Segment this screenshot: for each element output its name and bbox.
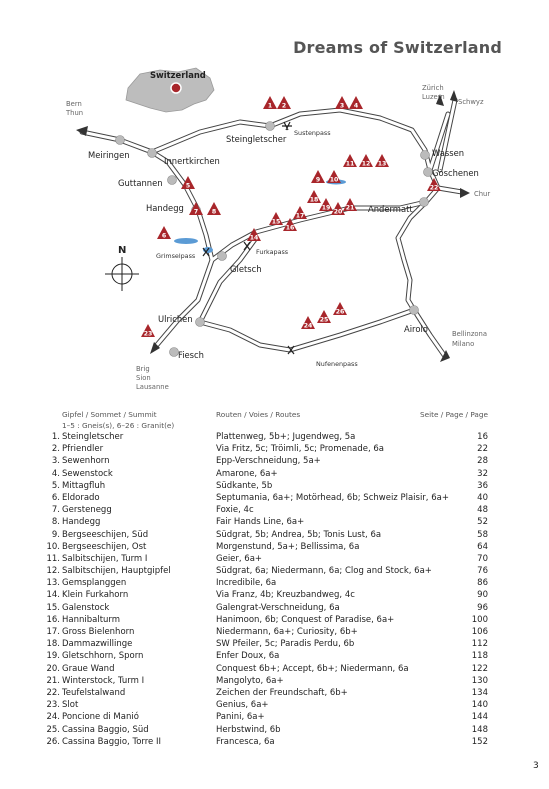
compass-icon [105,245,139,291]
cell-name: Slot [62,700,79,711]
location-dot [171,83,181,93]
cell-name: Sewenhorn [62,456,110,467]
cell-name: Teufelstalwand [62,687,126,698]
summit-marker [335,96,349,110]
cell-num: 8. [51,517,60,528]
cell-page: 86 [477,578,488,589]
cell-num: 23. [46,700,60,711]
summit-markers [141,96,441,338]
cell-page: 144 [471,712,488,723]
marker-number: 21 [345,204,355,212]
marker-number: 16 [285,224,295,232]
cell-name: Mittagfluh [62,480,106,491]
cell-routes: SW Pfeiler, 5c; Paradis Perdu, 6b [216,639,355,650]
cell-num: 21. [46,675,60,686]
cell-num: 19. [46,651,60,662]
cell-num: 13. [46,578,60,589]
cell-num: 18. [46,639,60,650]
label-meiringen: Meiringen [88,150,130,160]
cell-name: Pfriendler [62,444,104,455]
marker-number: 23 [143,330,153,338]
cell-routes: Epp-Verschneidung, 5a+ [216,456,321,467]
marker-number: 17 [295,212,305,220]
cell-page: 28 [477,456,488,467]
cell-page: 16 [477,432,488,442]
cell-name: Sewenstock [62,468,113,479]
table-row [46,712,488,724]
cell-num: 3. [51,456,60,467]
cell-name: Gletschhorn, Sporn [62,651,144,662]
cell-page: 96 [477,602,488,613]
cell-page: 118 [471,651,488,662]
cell-name: Galenstock [62,602,110,613]
cell-num: 25. [46,724,60,735]
summit-marker [307,190,321,204]
cell-routes: Galengrat-Verschneidung, 6a [216,602,340,613]
dir-bern: Bern [66,100,82,108]
table-row [51,480,488,493]
marker-number: 7 [193,208,199,216]
cell-routes: Conquest 6b+; Accept, 6b+; Niedermann, 6a [216,663,409,674]
label-sustenpass: Sustenpass [294,129,331,137]
cell-routes: Fair Hands Line, 6a+ [216,517,305,528]
cell-routes: Genius, 6a+ [216,700,269,711]
cell-page: 76 [477,566,488,577]
marker-number: 1 [267,102,273,110]
cell-name: Cassina Baggio, Süd [62,724,149,735]
dir-zurich: Zürich [422,84,444,92]
cell-routes: Herbstwind, 6b [216,724,281,735]
marker-number: 2 [281,102,287,110]
cell-name: Steingletscher [62,432,124,442]
cell-num: 22. [46,687,60,698]
table-row [46,566,488,578]
cell-name: Gemsplanggen [62,578,127,589]
cell-name: Bergseeschijen, Süd [62,529,149,540]
cell-num: 5. [51,480,60,491]
cell-num: 4. [51,468,60,479]
marker-number: 24 [303,322,313,330]
cell-routes: Morgenstund, 5a+; Bellissima, 6a [216,541,360,552]
cell-routes: Niedermann, 6a+; Curiosity, 6b+ [216,627,358,637]
marker-number: 9 [315,176,321,184]
cell-page: 148 [471,724,488,735]
marker-number: 10 [329,176,339,184]
cell-page: 100 [471,614,488,625]
summit-marker [189,202,203,216]
label-airolo: Airolo [404,324,428,334]
summit-marker [207,202,221,216]
cell-routes: Panini, 6a+ [216,712,265,723]
summit-marker [311,170,325,184]
page-title: Dreams of Switzerland [293,38,502,57]
cell-num: 16. [46,614,60,625]
summit-marker [277,96,291,110]
table-row [51,456,488,468]
dir-brig: Brig [136,365,150,373]
label-handegg: Handegg [146,203,184,213]
cell-routes: Enfer Doux, 6a [216,651,280,662]
label-goschenen: Göschenen [432,168,479,178]
header-routes: Routen / Voies / Routes [216,410,301,419]
label-furkapass: Furkapass [256,248,289,256]
summit-marker [317,310,331,324]
cell-num: 1. [51,432,60,442]
table-row [46,614,488,627]
summit-marker [263,96,277,110]
cell-name: Gross Bielenhorn [62,627,135,637]
summit-marker [343,154,357,168]
cell-page: 134 [471,687,488,698]
cell-routes: Via Franz, 4b; Kreuzbandweg, 4c [216,590,355,601]
cell-page: 130 [471,675,488,686]
summit-marker [375,154,389,168]
cell-page: 122 [471,663,488,674]
marker-number: 18 [309,196,319,204]
marker-number: 6 [161,232,167,240]
table-row [46,590,488,602]
table-header [58,410,488,432]
marker-number: 22 [429,184,439,192]
dir-lausanne: Lausanne [136,383,169,391]
dir-schwyz: Schwyz [458,98,484,106]
cell-name: Klein Furkahorn [62,590,129,601]
cell-routes: Foxie, 4c [216,505,254,516]
cell-name: Poncione di Manió [62,712,139,723]
table-row [51,492,488,505]
table-row [46,541,488,554]
table-row [46,627,488,639]
table-row [51,432,488,444]
summit-marker [349,96,363,110]
summit-marker [301,316,315,330]
cell-name: Winterstock, Turm I [62,675,145,686]
header-summit: Gipfel / Sommet / Summit [62,410,157,419]
summit-table [46,410,488,749]
marker-number: 8 [211,208,217,216]
cell-page: 64 [477,541,488,552]
dir-chur: Chur [474,190,491,198]
route-map [0,60,549,400]
cell-name: Graue Wand [62,663,115,674]
table-row [46,724,488,737]
summit-marker [293,206,307,220]
cell-routes: Plattenweg, 5b+; Jugendweg, 5a [216,432,356,442]
direction-labels [65,84,490,391]
marker-number: 3 [339,102,345,110]
cell-num: 20. [46,663,60,674]
cell-page: 106 [471,627,488,637]
label-steingletscher: Steingletscher [226,134,287,144]
cell-routes: Amarone, 6a+ [216,468,278,479]
summit-marker [359,154,373,168]
header-page: Seite / Page / Page [419,410,488,419]
marker-number: 13 [377,160,387,168]
table-row [46,736,488,749]
table-row [46,687,488,700]
table-body [46,432,488,749]
marker-number: 11 [345,160,355,168]
cell-name: Bergseeschijen, Ost [62,541,147,552]
summit-marker [269,212,283,226]
summit-marker [319,198,333,212]
label-gletsch: Gletsch [230,264,262,274]
cell-page: 36 [477,480,488,491]
label-andermatt: Andermatt [368,204,413,214]
cell-routes: Geier, 6a+ [216,553,263,564]
summit-marker [327,170,341,184]
cell-routes: Zeichen der Freundschaft, 6b+ [216,687,348,698]
cell-num: 26. [46,736,60,747]
table-row [46,553,488,566]
cell-name: Salbitschijen, Hauptgipfel [62,566,171,577]
cell-page: 48 [477,505,488,516]
cell-num: 14. [46,590,60,601]
marker-number: 26 [335,308,345,316]
cell-name: Salbitschijen, Turm I [62,553,148,564]
label-innertkirchen: Innertkirchen [164,156,220,166]
cell-page: 32 [477,468,488,479]
cell-routes: Septumania, 6a+; Motörhead, 6b; Schweiz Plaisir, 6a+ [216,492,449,503]
label-guttannen: Guttannen [118,178,163,188]
cell-page: 90 [477,590,488,601]
dir-sion: Sion [136,374,151,382]
summit-marker [333,302,347,316]
dir-luzern: Luzern [422,93,445,101]
cell-page: 52 [477,517,488,528]
cell-num: 12. [46,566,60,577]
summit-marker [343,198,357,212]
table-row [46,578,488,590]
cell-num: 2. [51,444,60,455]
switzerland-inset [126,68,214,112]
label-grimselpass: Grimselpass [156,252,196,260]
table-row [46,663,488,676]
cell-num: 10. [46,541,60,552]
cell-page: 22 [477,444,488,455]
cell-routes: Hanimoon, 6b; Conquest of Paradise, 6a+ [216,614,395,625]
cell-num: 9. [51,529,60,540]
page-number: 3 [533,761,539,771]
cell-num: 17. [46,627,60,637]
summit-marker [157,226,171,240]
table-row [46,602,488,615]
cell-page: 112 [471,639,488,650]
cell-page: 40 [477,492,488,503]
marker-number: 14 [249,234,259,242]
cell-routes: Südkante, 5b [216,480,273,491]
cell-name: Eldorado [62,492,100,503]
inset-label: Switzerland [150,70,206,80]
table-row [46,639,488,651]
summit-marker [141,324,155,338]
table-row [46,700,488,712]
marker-number: 20 [333,208,343,216]
cell-routes: Mangolyto, 6a+ [216,675,284,686]
cell-name: Handegg [62,517,101,528]
table-row [51,517,488,529]
marker-number: 25 [319,316,329,324]
marker-number: 5 [185,182,191,190]
table-row [46,651,488,663]
table-row [51,468,488,481]
cell-page: 70 [477,553,488,564]
cell-num: 24. [46,712,60,723]
table-row [51,444,488,456]
cell-page: 152 [471,736,488,747]
cell-routes: Francesca, 6a [216,736,275,747]
cell-routes: Via Fritz, 5c; Tröimli, 5c; Promenade, 6a [216,444,384,455]
compass-n: N [118,245,127,256]
marker-number: 12 [361,160,371,168]
dir-thun: Thun [66,109,84,117]
marker-number: 15 [271,218,281,226]
cell-page: 58 [477,529,488,540]
label-ulrichen: Ulrichen [158,314,193,324]
marker-number: 19 [321,204,331,212]
cell-num: 15. [46,602,60,613]
cell-num: 7. [51,505,60,516]
cell-name: Cassina Baggio, Torre II [62,736,162,747]
cell-num: 11. [46,553,60,564]
cell-page: 140 [471,700,488,711]
cell-routes: Südgrat, 5b; Andrea, 5b; Tonis Lust, 6a [216,529,382,540]
table-row [46,675,488,688]
table-row [51,529,488,542]
table-row [51,505,488,517]
cell-name: Gerstenegg [62,505,112,516]
dir-bellinzona: Bellinzona [452,330,488,338]
cell-routes: Incredibile, 6a [216,578,277,589]
marker-number: 4 [353,102,359,110]
cell-name: Hannibalturm [62,614,121,625]
label-wassen: Wassen [432,148,465,158]
dir-milano: Milano [452,340,475,348]
cell-routes: Südgrat, 6a; Niedermann, 6a; Clog and Stock, 6a+ [216,566,432,577]
label-fiesch: Fiesch [178,350,204,360]
label-nufenenpass: Nufenenpass [316,360,358,368]
cell-name: Dammazwillinge [62,639,133,650]
cell-num: 6. [51,492,60,503]
header-rock: 1–5 : Gneis(s), 6–26 : Granit(e) [62,421,175,430]
